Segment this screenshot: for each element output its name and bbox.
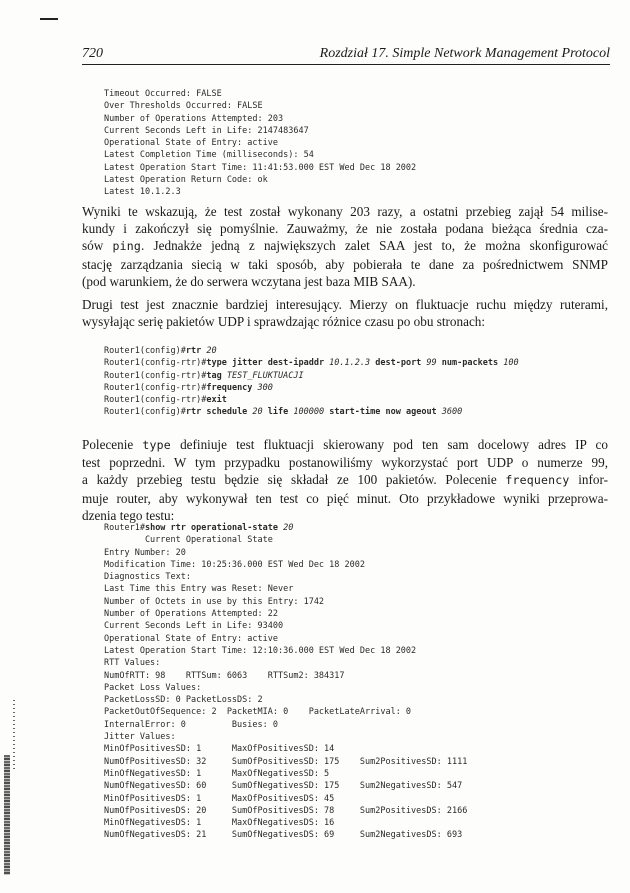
- cli-argument: 3600: [436, 407, 463, 418]
- cli-argument: TEST_FLUKTUACJI: [221, 370, 304, 381]
- top-edge-mark: [40, 18, 58, 20]
- cli-argument: 100: [498, 358, 519, 369]
- text-run: . Jednakże jedną z największych zalet SAA jest to, że można skonfigurować: [140, 238, 608, 254]
- code-line: InternalError: 0 Busies: 0: [104, 719, 278, 730]
- cli-command: rtr schedule: [185, 407, 248, 418]
- code-line: MinOfPositivesSD: 1 MaxOfPositivesSD: 14: [104, 744, 335, 755]
- cli-argument: 100000: [288, 407, 325, 418]
- page-edge-dots: [13, 700, 15, 770]
- code-line: Current Seconds Left in Life: 93400: [104, 621, 284, 632]
- code-line: Number of Octets in use by this Entry: 1742: [104, 596, 325, 607]
- paragraph-results-explanation: [82, 203, 608, 290]
- code-line: RTT Values:: [104, 658, 161, 669]
- code-line: MinOfNegativesDS: 1 MaxOfNegativesDS: 16: [104, 818, 335, 829]
- cli-prompt: Router1#: [104, 523, 145, 533]
- code-line: [104, 357, 519, 369]
- code-line: Operational State of Entry: active: [104, 138, 278, 149]
- text-line: (pod warunkiem, że do serwera wczytana jest baza MIB SAA).: [82, 273, 416, 289]
- code-line: Number of Operations Attempted: 22: [104, 609, 278, 620]
- cli-prompt: Router1(config)#: [104, 407, 186, 418]
- code-line: Current Seconds Left in Life: 2147483647: [104, 125, 309, 136]
- cli-command: type jitter dest-ipaddr: [206, 358, 325, 369]
- code-line: Modification Time: 10:25:36.000 EST Wed Dec 18 2002: [104, 559, 365, 570]
- text-line: stację zarządzania siecią w taki sposób, aby pobierała te dane za pośrednictwem SNMP: [82, 256, 608, 272]
- cli-prompt: Router1(config-rtr)#: [104, 370, 207, 381]
- cli-command: start-time now ageout: [324, 407, 437, 418]
- code-line: [104, 394, 519, 406]
- cli-prompt: Router1(config-rtr)#: [104, 358, 207, 369]
- cli-argument: 20: [278, 523, 294, 533]
- cli-command: rtr: [185, 346, 202, 356]
- code-line: NumOfRTT: 98 RTTSum: 6063 RTTSum2: 384317: [104, 670, 345, 681]
- code-line: Latest Completion Time (milliseconds): 54: [104, 150, 314, 161]
- cli-prompt: Router1(config)#: [104, 346, 186, 356]
- code-line: Last Time this Entry was Reset: Never: [104, 584, 294, 595]
- text-line: dzenia tego testu:: [82, 507, 175, 523]
- cli-argument: 20: [247, 407, 263, 418]
- paragraph-type-frequency-explanation: [82, 436, 608, 524]
- code-line: PacketLossSD: 0 PacketLossDS: 2: [104, 695, 263, 706]
- text-run: definiuje test fluktuacji skierowany pod ten sam docelowy adres IP co: [170, 437, 608, 452]
- text-line: muje router, aby wykonywał ten test co pięć minut. Oto przykładowe wyniki przeprowa-: [82, 490, 608, 506]
- code-line: PacketOutOfSequence: 2 PacketMIA: 0 PacketLateArrival: 0: [104, 707, 412, 718]
- code-line: NumOfPositivesSD: 32 SumOfPositivesSD: 175 Sum2PositivesSD: 1111: [104, 756, 468, 767]
- cli-prompt: Router1(config-rtr)#: [104, 382, 207, 393]
- text-line: kundy i zakończył się pomyślnie. Zauważmy, że nie została podana bieżąca średnia cza-: [82, 221, 608, 237]
- binding-edge: [4, 755, 10, 875]
- code-block-jitter-config: [104, 345, 519, 419]
- code-line: Latest Operation Start Time: 12:10:36.000 EST Wed Dec 18 2002: [104, 645, 417, 656]
- code-line: Jitter Values:: [104, 732, 176, 743]
- text-run: Polecenie: [82, 437, 143, 452]
- code-line: [104, 406, 519, 418]
- cli-command: tag: [206, 370, 222, 381]
- inline-code-ping: ping: [112, 239, 141, 254]
- cli-command: num-packets: [436, 358, 499, 369]
- cli-command: life: [262, 407, 289, 418]
- text-line: wysyłając serię pakietów UDP i sprawdzając różnice czasu po obu stronach:: [82, 314, 486, 330]
- cli-argument: 300: [252, 382, 273, 393]
- cli-command: exit: [206, 395, 227, 406]
- code-line: MinOfPositivesDS: 1 MaxOfPositivesDS: 45: [104, 793, 335, 804]
- page-number: 720: [82, 46, 103, 61]
- cli-command: dest-port: [370, 358, 422, 369]
- code-line: NumOfNegativesSD: 60 SumOfNegativesSD: 175 Sum2NegativesSD: 547: [104, 781, 463, 792]
- text-run: infor-: [569, 472, 609, 488]
- code-line: [104, 382, 519, 394]
- code-line: NumOfPositivesDS: 20 SumOfPositivesDS: 78 Sum2PositivesDS: 2166: [104, 805, 468, 816]
- text-run: a każdy przebieg testu będzie się składał ze 100 pakietów. Polecenie: [82, 472, 506, 488]
- code-line: [104, 370, 519, 382]
- cli-argument: 99: [421, 358, 437, 369]
- code-block-saa-echo-results: [104, 88, 416, 199]
- code-line: [104, 522, 467, 534]
- code-line: Entry Number: 20: [104, 547, 186, 558]
- code-line: [104, 345, 519, 357]
- code-line: Latest 10.1.2.3: [104, 187, 181, 198]
- inline-code-frequency: frequency: [505, 473, 570, 488]
- code-line: Latest Operation Start Time: 11:41:53.000 EST Wed Dec 18 2002: [104, 162, 417, 173]
- cli-argument: 20: [201, 346, 217, 356]
- text-line: [82, 237, 608, 255]
- text-line: [82, 436, 608, 454]
- inline-code-type: type: [142, 438, 171, 452]
- text-line: Wyniki te wskazują, że test został wykonany 203 razy, a ostatni przebieg zajął 54 milise-: [82, 204, 608, 219]
- code-line: MinOfNegativesSD: 1 MaxOfNegativesSD: 5: [104, 768, 330, 779]
- cli-command: show rtr operational-state: [144, 523, 279, 533]
- paragraph-jitter-intro: [82, 296, 608, 330]
- code-line: Over Thresholds Occurred: FALSE: [104, 101, 263, 112]
- cli-command: frequency: [206, 382, 253, 393]
- code-line: Number of Operations Attempted: 203: [104, 113, 284, 124]
- text-line: Drugi test jest znacznie bardziej interesujący. Mierzy on fluktuacje ruchu między ruterami,: [82, 297, 608, 312]
- cli-argument: 10.1.2.3: [324, 358, 371, 369]
- code-line: Latest Operation Return Code: ok: [104, 175, 268, 186]
- text-run: sów: [82, 238, 113, 254]
- code-line: Timeout Occurred: FALSE: [104, 89, 222, 99]
- code-line: Packet Loss Values:: [104, 682, 202, 693]
- code-line: Operational State of Entry: active: [104, 633, 278, 644]
- code-line: Current Operational State: [104, 535, 273, 546]
- cli-prompt: Router1(config-rtr)#: [104, 395, 207, 406]
- chapter-title: Rozdział 17. Simple Network Management Protocol: [319, 46, 610, 61]
- code-line: NumOfNegativesDS: 21 SumOfNegativesDS: 69 Sum2NegativesDS: 693: [104, 830, 463, 841]
- text-line: test poprzedni. W tym przypadku postanowiliśmy wykorzystać port UDP o numerze 99,: [82, 455, 608, 471]
- text-line: [82, 471, 608, 489]
- page-header: [82, 44, 610, 65]
- code-block-operational-state: [104, 522, 467, 842]
- code-line: Diagnostics Text:: [104, 572, 191, 583]
